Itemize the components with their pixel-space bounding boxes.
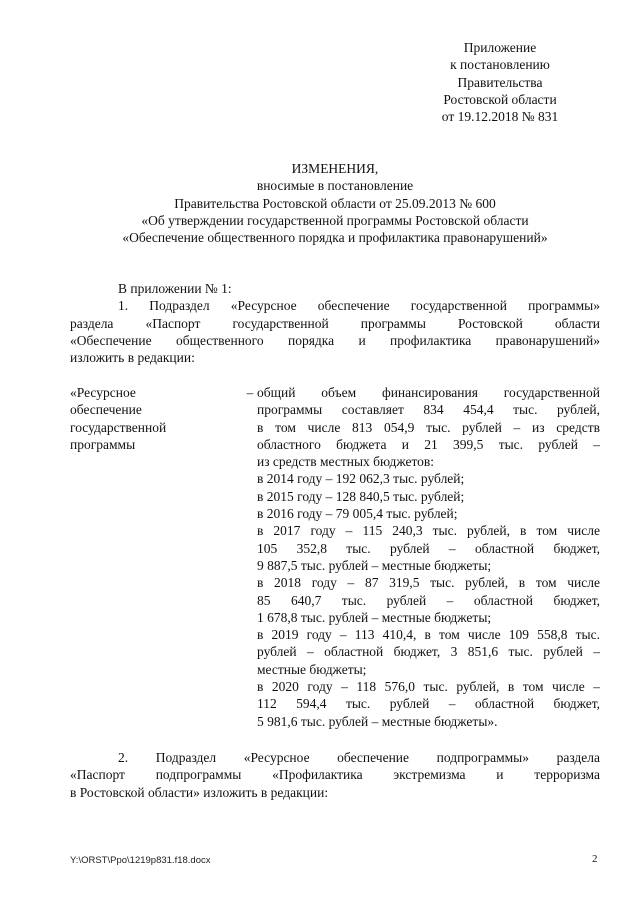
document-heading [70,160,600,246]
content-line: 85 640,7 тыс. рублей – областной бюджет, [257,592,600,608]
content-line: в 2020 году – 118 576,0 тыс. рублей, в том числе – [257,679,600,695]
heading-line: вносимые в постановление [256,178,414,194]
appendix-date: от 19.12.2018 № 831 [441,109,559,125]
content-line: в 2015 году – 128 840,5 тыс. рублей; [257,488,465,504]
appendix-line: к постановлению [450,57,550,73]
label-line: «Ресурсное [70,385,136,400]
intro-lead: В приложении № 1: [118,281,232,296]
heading-title: ИЗМЕНЕНИЯ, [291,161,379,176]
content-line: 5 981,6 тыс. рублей – местные бюджеты». [257,713,498,729]
content-line: в 2014 году – 192 062,3 тыс. рублей; [257,471,465,487]
label-line: программы [70,436,136,452]
appendix-block [380,39,620,125]
heading-line: «Об утверждении государственной программы Ростовской области [141,212,529,228]
page-number: 2 [592,853,598,865]
paragraph-1-line: 1. Подраздел «Ресурсное обеспечение государственной программы» [118,298,600,314]
content-line: 112 594,4 тыс. рублей – областной бюджет, [257,696,600,712]
footer-file-path: Y:\ORST\Ppo\1219p831.f18.docx [70,855,211,866]
appendix-line: Правительства [457,74,543,90]
content-line: 105 352,8 тыс. рублей – областной бюджет, [257,540,600,556]
appendix-line: Приложение [463,40,537,55]
content-line: 9 887,5 тыс. рублей – местные бюджеты; [257,557,492,573]
content-line: в 2016 году – 79 005,4 тыс. рублей; [257,506,458,522]
resource-section-label [70,384,220,453]
content-line: рублей – областной бюджет, 3 851,6 тыс. рублей – [257,644,600,660]
content-line: из средств местных бюджетов: [257,454,435,470]
content-line: в 2019 году – 113 410,4, в том числе 109 558,8 тыс. [257,627,600,643]
heading-line: Правительства Ростовской области от 25.09.2013 № 600 [174,195,496,211]
intro-block [70,280,600,366]
content-line: 1 678,8 тыс. рублей – местные бюджеты; [257,609,492,625]
content-line: областного бюджета и 21 399,5 тыс. рублей – [257,436,600,452]
content-line: местные бюджеты; [257,661,367,677]
heading-line: «Обеспечение общественного порядка и профилактика правонарушений» [122,230,548,246]
content-line: в 2018 году – 87 319,5 тыс. рублей, в том числе [257,575,600,591]
paragraph-1-line: изложить в редакции: [70,350,195,366]
appendix-line: Ростовской области [443,91,557,107]
paragraph-2 [70,749,600,801]
content-line: в том числе 813 054,9 тыс. рублей – из средств [257,419,600,435]
label-line: государственной [70,419,167,435]
paragraph-2-line: 2. Подраздел «Ресурсное обеспечение подпрограммы» раздела [118,750,600,765]
content-line: программы составляет 834 454,4 тыс. рублей, [257,402,600,418]
paragraph-2-line: «Паспорт подпрограммы «Профилактика экстремизма и терроризма [70,767,600,783]
content-line: в 2017 году – 115 240,3 тыс. рублей, в том числе [257,523,600,539]
label-line: обеспечение [70,402,142,418]
resource-section-content [257,384,600,730]
section-dash: – [246,385,254,400]
paragraph-2-line: в Ростовской области» изложить в редакции: [70,784,329,800]
content-line: общий объем финансирования государственной [257,385,600,400]
paragraph-1-line: раздела «Паспорт государственной программы Ростовской области [70,315,600,331]
paragraph-1-line: «Обеспечение общественного порядка и профилактика правонарушений» [70,332,600,348]
